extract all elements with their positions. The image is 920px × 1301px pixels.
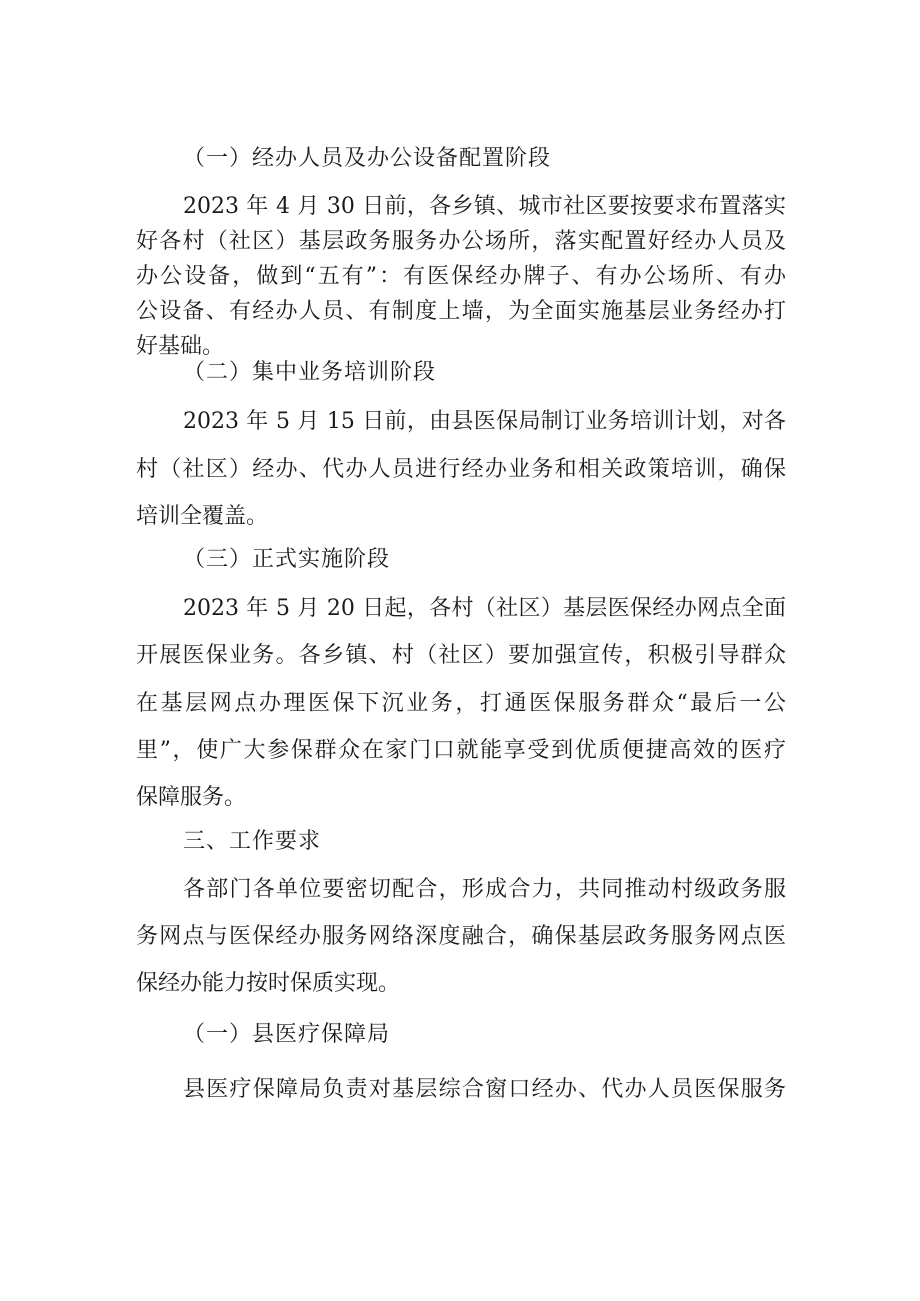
paragraph-line: 办公设备，做到“五有”：有医保经办牌子、有办公场所、有办 <box>136 264 786 289</box>
paragraph-line: 公设备、有经办人员、有制度上墙，为全面实施基层业务经办打 <box>136 299 786 324</box>
paragraph-line: 各部门各单位要密切配合，形成合力，共同推动村级政务服 <box>183 877 786 902</box>
paragraph-line: 务网点与医保经办服务网络深度融合，确保基层政务服务网点医 <box>136 924 786 949</box>
paragraph-line: 保经办能力按时保质实现。 <box>136 971 401 996</box>
paragraph-line: 2023 年 4 月 30 日前，各乡镇、城市社区要按要求布置落实 <box>183 194 786 219</box>
section-heading-stage-3: （三）正式实施阶段 <box>183 547 391 572</box>
paragraph-line: 培训全覆盖。 <box>136 504 269 529</box>
paragraph-line: 保障服务。 <box>136 785 247 810</box>
paragraph-line: 县医疗保障局负责对基层综合窗口经办、代办人员医保服务 <box>183 1077 786 1102</box>
section-heading-requirements: 三、工作要求 <box>183 829 322 854</box>
section-heading-stage-2: （二）集中业务培训阶段 <box>183 360 437 385</box>
paragraph-line: 在基层网点办理医保下沉业务，打通医保服务群众“最后一公 <box>136 691 786 716</box>
paragraph-line: 里”，使广大参保群众在家门口就能享受到优质便捷高效的医疗 <box>136 738 786 763</box>
section-heading-stage-1: （一）经办人员及办公设备配置阶段 <box>183 146 552 171</box>
paragraph-line: 2023 年 5 月 15 日前，由县医保局制订业务培训计划，对各 <box>183 409 786 434</box>
paragraph-line: 村（社区）经办、代办人员进行经办业务和相关政策培训，确保 <box>136 457 786 482</box>
paragraph-line: 开展医保业务。各乡镇、村（社区）要加强宣传，积极引导群众 <box>136 643 786 668</box>
paragraph-line: 2023 年 5 月 20 日起，各村（社区）基层医保经办网点全面 <box>183 596 786 621</box>
section-heading-medical-bureau: （一）县医疗保障局 <box>183 1022 391 1047</box>
paragraph-line: 好各村（社区）基层政务服务办公场所，落实配置好经办人员及 <box>136 229 786 254</box>
paragraph-line: 好基础。 <box>136 334 225 359</box>
